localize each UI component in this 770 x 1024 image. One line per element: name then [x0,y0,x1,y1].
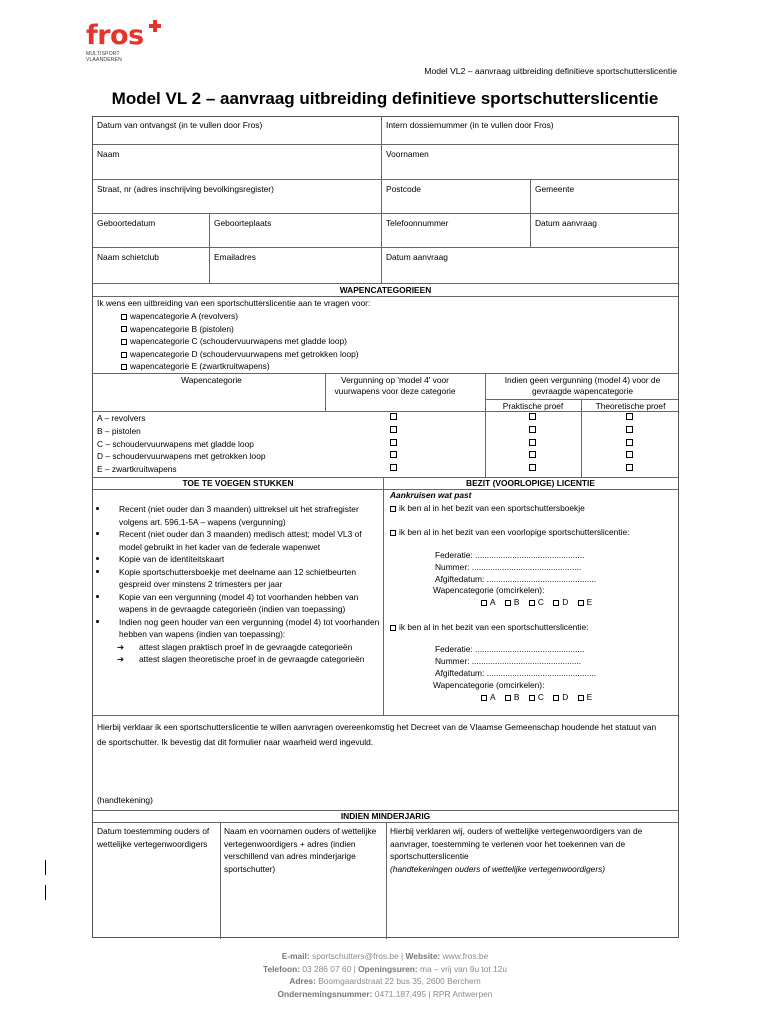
checkbox-icon[interactable] [626,426,633,433]
field-gemeente[interactable]: Gemeente [535,184,575,194]
wapen-option[interactable]: wapencategorie A (revolvers) [121,310,359,323]
field-voornamen[interactable]: Voornamen [386,149,429,159]
checkbox-icon[interactable] [578,600,584,606]
email-link[interactable]: sportschutters@fros.be [312,951,399,961]
nummer-field[interactable]: Nummer: ............................................... [435,562,582,572]
checkbox-icon[interactable] [529,426,536,433]
wapen-option[interactable]: wapencategorie D (schoudervuurwapens met getrokken loop) [121,348,359,361]
header-model-label: Model VL2 – aanvraag uitbreiding definitieve sportschutterslicentie [424,66,677,76]
letter-choices: A B C D E [481,597,592,608]
checkbox-icon[interactable] [390,464,397,471]
wapen-intro: Ik wens een uitbreiding van een sportschutterslicentie aan te vragen voor: [97,298,371,308]
field-datum-aanvraag[interactable]: Datum aanvraag [535,218,597,228]
wapencategorie-label: Wapencategorie (omcirkelen): [433,680,545,690]
list-item: Recent (niet ouder dan 3 maanden) uittreksel uit het strafregister volgens art. 596.1-5A – wapens (vergunning) [93,503,381,528]
category-row: A – revolvers [97,413,146,423]
fros-logo [86,22,144,63]
checkbox-icon[interactable] [626,451,633,458]
category-row: D – schoudervuurwapens met getrokken loop [97,451,266,462]
col-praktische-proef: Praktische proef [502,401,564,411]
aankruisen-label: Aankruisen wat past [390,490,472,500]
footer-line-1: E-mail: sportschutters@fros.be | Website: www.fros.be [281,951,489,961]
margin-mark [45,885,46,900]
list-item: Kopie sportschuttersboekje met deelname aan 12 schietbeurten gespreid over minstens 2 trimesters per jaar [93,566,381,591]
checkbox-icon[interactable] [553,600,559,606]
letter-choices: A B C D E [481,692,592,703]
checkbox-icon[interactable] [481,600,487,606]
footer-line-4: Ondernemingsnummer: 0471.187.495 | RPR Antwerpen [277,988,493,999]
licentie-details [435,643,596,679]
checkbox-icon[interactable] [578,695,584,701]
list-subitem: ➔ attest slagen praktisch proef in de gevraagde categorieën [117,641,353,652]
bezit-option-licentie[interactable]: ik ben al in het bezit van een sportschutterslicentie: [390,622,588,633]
federatie-field[interactable]: Federatie: ............................................... [435,550,585,560]
page-title: Model VL 2 – aanvraag uitbreiding definitieve sportschutterslicentie [111,89,659,108]
afgiftedatum-field[interactable]: Afgiftedatum: ............................................... [435,668,597,678]
section-stukken: TOE TE VOEGEN STUKKEN [182,478,294,488]
handtekening-label[interactable]: (handtekening) [97,795,153,805]
logo-sub1: MULTISPORT [86,51,120,57]
checkbox-icon[interactable] [529,439,536,446]
checkbox-icon[interactable] [626,464,633,471]
field-naam-schietclub[interactable]: Naam schietclub [97,252,159,262]
section-minderjarig: INDIEN MINDERJARIG [340,811,431,821]
afgiftedatum-field[interactable]: Afgiftedatum: ............................................... [435,574,597,584]
field-datum-aanvraag-2[interactable]: Datum aanvraag [386,252,448,262]
field-datum-ontvangst: Datum van ontvangst (in te vullen door Fros) [97,120,263,130]
checkbox-icon[interactable] [529,413,536,420]
form-sheet [92,116,679,938]
wapen-option[interactable]: wapencategorie C (schoudervuurwapens met gladde loop) [121,335,359,348]
minder-naam[interactable]: Naam en voornamen ouders of wettelijke vertegenwoordigers + adres (indien verschillend van adres minderjarige sportschutter) [224,826,377,874]
checkbox-icon[interactable] [626,413,633,420]
checkbox-icon[interactable] [390,426,397,433]
checkbox-icon[interactable] [390,413,397,420]
checkbox-icon[interactable] [553,695,559,701]
arrow-icon: ➔ [117,654,125,664]
field-geboorteplaats[interactable]: Geboorteplaats [214,218,272,228]
checkbox-icon[interactable] [121,364,127,370]
wapencategorie-label: Wapencategorie (omcirkelen): [433,585,545,595]
minder-verklaring[interactable]: Hierbij verklaren wij, ouders of wettelijke vertegenwoordigers van de aanvrager, toestemming te verlenen voor het toekennen van de sportschutterslicentie (handtekeningen ouders of wettelijke vertegenwoordigers) [390,826,643,874]
field-emailadres[interactable]: Emailadres [214,252,256,262]
logo-sub2: VLAANDEREN [86,56,122,63]
col-indien-geen: Indien geen vergunning (model 4) voor de gevraagde wapencategorie [504,375,661,396]
verklaring-text: Hierbij verklaar ik een sportschutterslicentie te willen aanvragen overeenkomstig het Decreet van de Vlaamse Gemeenschap houdende het statuut van de sportschutter. Ik bevestig dat dit formulier naar waarheid werd ingevuld. [97,722,657,747]
field-straat[interactable]: Straat, nr (adres inschrijving bevolkingsregister) [97,184,274,194]
col-vergunning: Vergunning op 'model 4' voor vuurwapens voor deze categorie [334,375,456,396]
logo-cross-icon [149,20,161,32]
field-intern-dossier: Intern dossiernummer (in te vullen door Fros) [386,120,554,130]
checkbox-icon[interactable] [390,451,397,458]
field-telefoon[interactable]: Telefoonnummer [386,218,449,228]
bezit-option-boekje[interactable]: ik ben al in het bezit van een sportschuttersboekje [390,503,585,514]
federatie-field[interactable]: Federatie: ............................................... [435,644,585,654]
col-theoretische-proef: Theoretische proef [595,401,666,411]
category-rows [97,412,266,476]
vergunning-checkboxes [390,411,397,475]
checkbox-icon[interactable] [529,451,536,458]
praktisch-checkboxes [529,411,536,475]
footer [0,950,770,1000]
footer-line-2: Telefoon: 03 286 07 60 | Openingsuren: ma – vrij van 9u tot 12u [262,963,508,974]
field-postcode[interactable]: Postcode [386,184,421,194]
category-row: C – schoudervuurwapens met gladde loop [97,438,254,449]
checkbox-icon[interactable] [505,600,511,606]
col-wapencategorie: Wapencategorie [181,375,242,385]
checkbox-icon[interactable] [529,695,535,701]
stukken-list [93,503,381,666]
category-row: E – zwartkruitwapens [97,464,177,475]
field-geboortedatum[interactable]: Geboortedatum [97,218,156,228]
theoretisch-checkboxes [626,411,633,475]
checkbox-icon[interactable] [121,339,127,345]
voorlopig-details [435,549,596,585]
list-item: Kopie van de identiteitskaart [93,553,381,566]
website-link[interactable]: www.fros.be [442,951,489,961]
wapen-option[interactable]: wapencategorie B (pistolen) [121,323,359,336]
checkbox-icon[interactable] [390,439,397,446]
list-subitem: ➔ attest slagen theoretische proef in de gevraagde categorieën [117,654,365,664]
wapen-option[interactable]: wapencategorie E (zwartkruitwapens) [121,360,359,373]
checkbox-icon[interactable] [390,506,396,512]
list-item: Kopie van een vergunning (model 4) tot voorhanden hebben van wapens in de gevraagde categorieën (indien van toepassing) [93,591,381,616]
checkbox-icon[interactable] [390,625,396,631]
section-wapencategorieen: WAPENCATEGORIEEN [339,285,432,295]
margin-mark [45,860,46,875]
list-item: Recent (niet ouder dan 3 maanden) medisch attest; model VL3 of model gebruikt in het kader van de federale wapenwet [93,528,381,553]
section-bezit: BEZIT (VOORLOPIGE) LICENTIE [466,478,595,488]
minder-datum[interactable]: Datum toestemming ouders of wettelijke vertegenwoordigers [97,826,210,849]
checkbox-icon[interactable] [121,326,127,332]
field-naam[interactable]: Naam [97,149,120,159]
checkbox-icon[interactable] [481,695,487,701]
checkbox-icon[interactable] [121,352,127,358]
wapen-options [121,310,359,373]
checkbox-icon[interactable] [529,464,536,471]
arrow-icon: ➔ [117,641,125,652]
category-row: B – pistolen [97,425,141,436]
nummer-field[interactable]: Nummer: ............................................... [435,656,582,666]
checkbox-icon[interactable] [529,600,535,606]
checkbox-icon[interactable] [390,530,396,536]
footer-line-3: Adres: Boomgaardstraat 22 bus 35, 2600 Berchem [289,976,481,986]
checkbox-icon[interactable] [626,439,633,446]
bezit-option-voorlopig[interactable]: ik ben al in het bezit van een voorlopige sportschutterslicentie: [390,527,629,538]
list-item: Indien nog geen houder van een vergunning (model 4) tot voorhanden hebben van wapens (indien van toepassing): [93,616,381,641]
logo-word: fros [86,20,144,51]
checkbox-icon[interactable] [121,314,127,320]
checkbox-icon[interactable] [505,695,511,701]
